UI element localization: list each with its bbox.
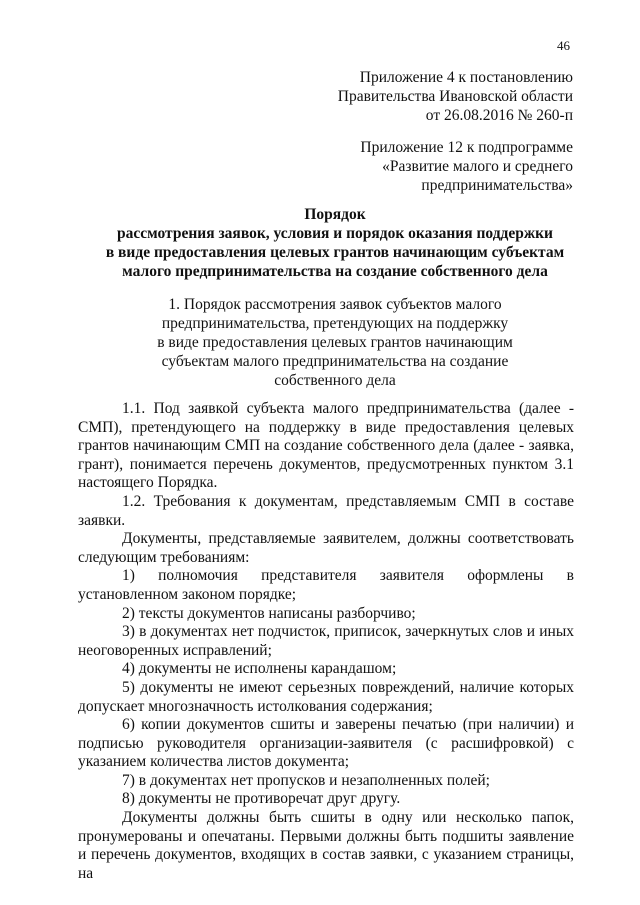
paragraph: 1.2. Требования к документам, представляемым СМП в составе заявки. xyxy=(78,492,574,529)
appendix-note-line: предпринимательства» xyxy=(421,177,573,194)
paragraph: 1.1. Под заявкой субъекта малого предпринимательства (далее - СМП), претендующего на поддержку в виде предоставления целевых грантов начинающим СМП на создание собственного дела (далее - заявка, грант), понимается перечень документов, предусмотренных пунктом 3.1 настоящего Порядка. xyxy=(78,400,574,492)
body-text xyxy=(78,400,574,883)
list-item: 5) документы не имеют серьезных повреждений, наличие которых допускает многозначность истолкования содержания; xyxy=(78,678,574,715)
appendix-note-line: Приложение 12 к подпрограмме xyxy=(360,139,573,156)
title-line: малого предпринимательства на создание собственного дела xyxy=(122,263,548,280)
section-heading-line: предпринимательства, претендующих на поддержку xyxy=(161,315,509,332)
appendix-note-line: Правительства Ивановской области xyxy=(337,88,573,105)
section-heading-line: субъектам малого предпринимательства на создание xyxy=(161,353,509,370)
appendix-note-subprogram xyxy=(360,138,573,195)
title-line: рассмотрения заявок, условия и порядок оказания поддержки xyxy=(117,225,553,242)
list-item: 8) документы не противоречат друг другу. xyxy=(122,790,401,808)
page-number: 46 xyxy=(557,38,570,53)
list-item: 1) полномочия представителя заявителя оформлены в установленном законом порядке; xyxy=(78,567,574,603)
section-heading xyxy=(100,295,570,390)
list-item: 3) в документах нет подчисток, приписок, зачеркнутых слов и иных неоговоренных исправлений; xyxy=(78,623,574,659)
appendix-note-line: «Развитие малого и среднего xyxy=(382,158,573,175)
section-heading-line: собственного дела xyxy=(274,372,396,389)
title-line: в виде предоставления целевых грантов начинающим субъектам xyxy=(105,244,565,261)
appendix-note-resolution xyxy=(338,68,573,125)
document-title xyxy=(70,205,600,281)
paragraph: Документы, представляемые заявителем, должны соответствовать следующим требованиям: xyxy=(78,530,574,566)
list-item: 2) тексты документов написаны разборчиво; xyxy=(122,604,416,622)
section-heading-line: в виде предоставления целевых грантов начинающим xyxy=(157,334,513,351)
title-line: Порядок xyxy=(304,206,366,223)
appendix-note-line: Приложение 4 к постановлению xyxy=(359,69,573,86)
list-item: 7) в документах нет пропусков и незаполненных полей; xyxy=(122,771,490,789)
section-heading-line: 1. Порядок рассмотрения заявок субъектов малого xyxy=(168,296,502,313)
list-item: 4) документы не исполнены карандашом; xyxy=(122,660,397,678)
paragraph: Документы должны быть сшиты в одну или несколько папок, пронумерованы и опечатаны. Первыми должны быть подшиты заявление и перечень документов, входящих в состав заявки, с указанием страницы, на xyxy=(78,809,574,882)
list-item: 6) копии документов сшиты и заверены печатью (при наличии) и подписью руководителя организации-заявителя (с расшифровкой) с указанием количества листов документа; xyxy=(78,716,574,771)
appendix-note-line: от 26.08.2016 № 260-п xyxy=(425,107,573,124)
